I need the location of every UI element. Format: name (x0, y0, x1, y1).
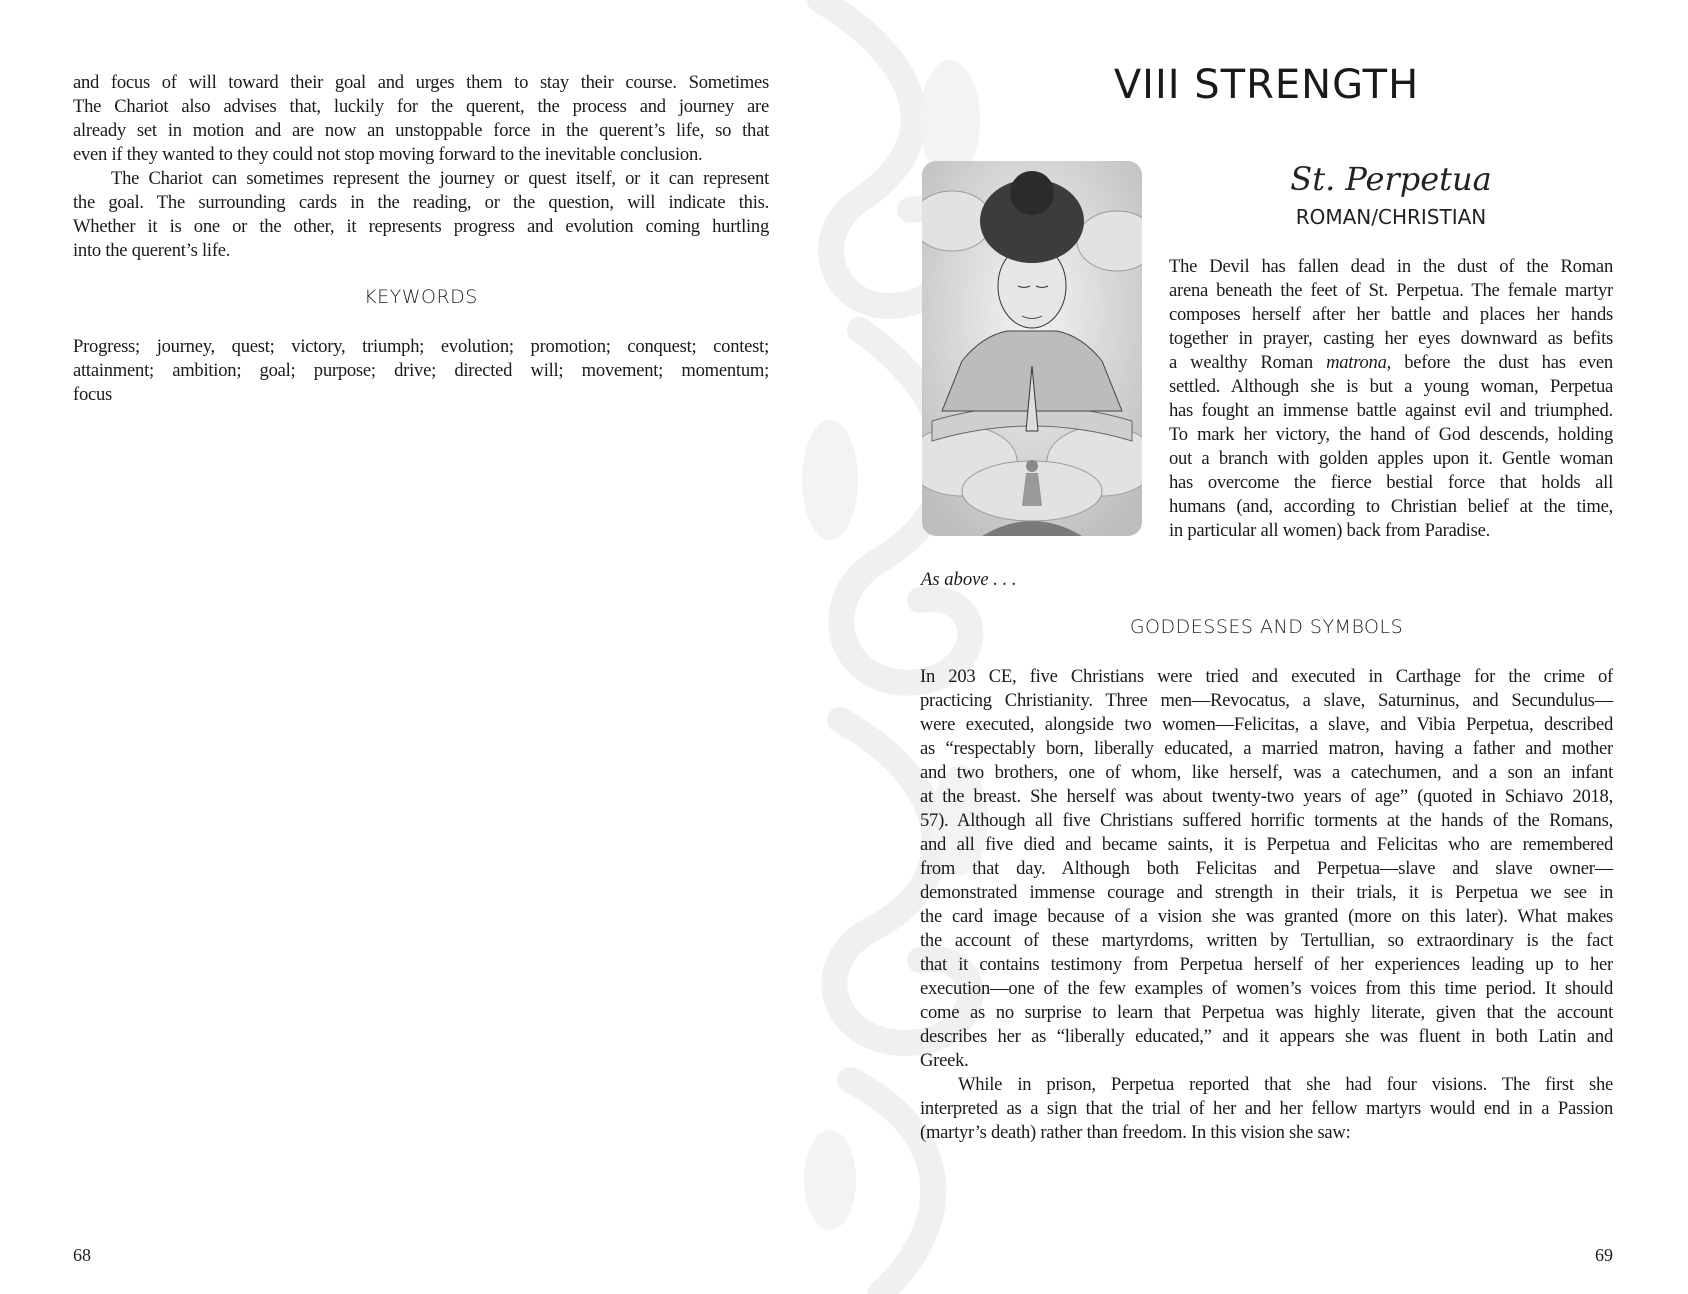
page-number-left: 68 (73, 1245, 91, 1265)
text-line: humans (and, according to Christian belief at the time, (1169, 496, 1613, 517)
text-line: the goal. The surrounding cards in the reading, or the question, will indicate this. (73, 192, 769, 213)
card-description (1169, 255, 1613, 543)
keywords-list (73, 335, 769, 407)
text-line: come as no surprise to learn that Perpetua was highly literate, given that the account (920, 1002, 1613, 1023)
text-line: and all five died and became saints, it is Perpetua and Felicitas who are remembered (920, 834, 1613, 855)
text-line: the account of these martyrdoms, written by Tertullian, so extraordinary is the fact (920, 930, 1613, 951)
text-line: focus (73, 384, 113, 405)
right-paragraph-1 (920, 665, 1613, 1073)
text-line: from that day. Although both Felicitas and Perpetua—slave and slave owner— (920, 858, 1613, 879)
text-line: and two brothers, one of whom, like herself, was a catechumen, and a son an infant (920, 762, 1613, 783)
text-line: interpreted as a sign that the trial of her and her fellow martyrs would end in a Passion (920, 1098, 1613, 1119)
text-line: demonstrated immense courage and strength in their trials, it is Perpetua we see in (920, 882, 1613, 903)
culture-label: ROMAN/CHRISTIAN (1295, 205, 1487, 229)
text-line: has fought an immense battle against evil and triumphed. (1169, 400, 1613, 421)
text-line: a wealthy Roman matrona, before the dust has even (1169, 352, 1613, 373)
text-line: even if they wanted to they could not stop moving forward to the inevitable conclusion. (73, 144, 703, 165)
text-line: practicing Christianity. Three men—Revocatus, a slave, Saturninus, and Secundulus— (920, 690, 1613, 711)
text-line: composes herself after her battle and places her hands (1169, 304, 1613, 325)
text-line: at the breast. She herself was about twenty-two years of age” (quoted in Schiavo 2018, (920, 786, 1613, 807)
text-line: were executed, alongside two women—Felicitas, a slave, and Vibia Perpetua, described (920, 714, 1613, 735)
text-line: 57). Although all five Christians suffered horrific torments at the hands of the Romans, (920, 810, 1613, 831)
as-above-label: As above . . . (921, 569, 1017, 590)
chapter-title: VIII STRENGTH (1113, 62, 1420, 108)
text-line: The Chariot can sometimes represent the journey or quest itself, or it can represent (111, 168, 769, 189)
goddesses-symbols-heading: GODDESSES AND SYMBOLS (1129, 616, 1404, 638)
text-line: While in prison, Perpetua reported that she had four visions. The first she (958, 1074, 1613, 1095)
page-number-right: 69 (1595, 1245, 1613, 1265)
keywords-heading: KEYWORDS (364, 286, 478, 308)
tarot-card-illustration (922, 161, 1142, 536)
text-line: arena beneath the feet of St. Perpetua. The female martyr (1169, 280, 1613, 301)
text-line: the card image because of a vision she was granted (more on this later). What makes (920, 906, 1613, 927)
text-line: and focus of will toward their goal and urges them to stay their course. Sometimes (73, 72, 769, 93)
text-line: Whether it is one or the other, it represents progress and evolution coming hurtling (73, 216, 769, 237)
text-line: In 203 CE, five Christians were tried and executed in Carthage for the crime of (920, 666, 1613, 687)
text-line: together in prayer, casting her eyes downward as befits (1169, 328, 1613, 349)
left-paragraph-2 (73, 167, 769, 263)
left-paragraph-1 (73, 71, 769, 167)
italic-term: matrona (1326, 352, 1387, 373)
text-line: The Chariot also advises that, luckily for the querent, the process and journey are (73, 96, 769, 117)
text-line: as “respectably born, liberally educated, a married matron, having a father and mother (920, 738, 1613, 759)
text-line: execution—one of the few examples of women’s voices from this time period. It should (920, 978, 1613, 999)
text-line: has overcome the fierce bestial force that holds all (1169, 472, 1613, 493)
text-line: into the querent’s life. (73, 240, 231, 261)
text-line: Progress; journey, quest; victory, triumph; evolution; promotion; conquest; contest; (73, 336, 769, 357)
text-line: describes her as “liberally educated,” and it appears she was fluent in both Latin and (920, 1026, 1613, 1047)
saint-name: St. Perpetua (1290, 160, 1492, 198)
text-line: settled. Although she is but a young woman, Perpetua (1169, 376, 1613, 397)
text-line: already set in motion and are now an unstoppable force in the querent’s life, so that (73, 120, 769, 141)
text-line: attainment; ambition; goal; purpose; drive; directed will; movement; momentum; (73, 360, 769, 381)
text-line: that it contains testimony from Perpetua herself of her experiences leading up to her (920, 954, 1613, 975)
right-paragraph-2 (920, 1073, 1613, 1145)
text-line: The Devil has fallen dead in the dust of the Roman (1169, 256, 1613, 277)
text-line: Greek. (920, 1050, 969, 1071)
text-line: To mark her victory, the hand of God descends, holding (1169, 424, 1613, 445)
text-line: in particular all women) back from Paradise. (1169, 520, 1490, 541)
text-line: (martyr’s death) rather than freedom. In this vision she saw: (920, 1122, 1351, 1143)
text-line: out a branch with golden apples upon it. Gentle woman (1169, 448, 1613, 469)
